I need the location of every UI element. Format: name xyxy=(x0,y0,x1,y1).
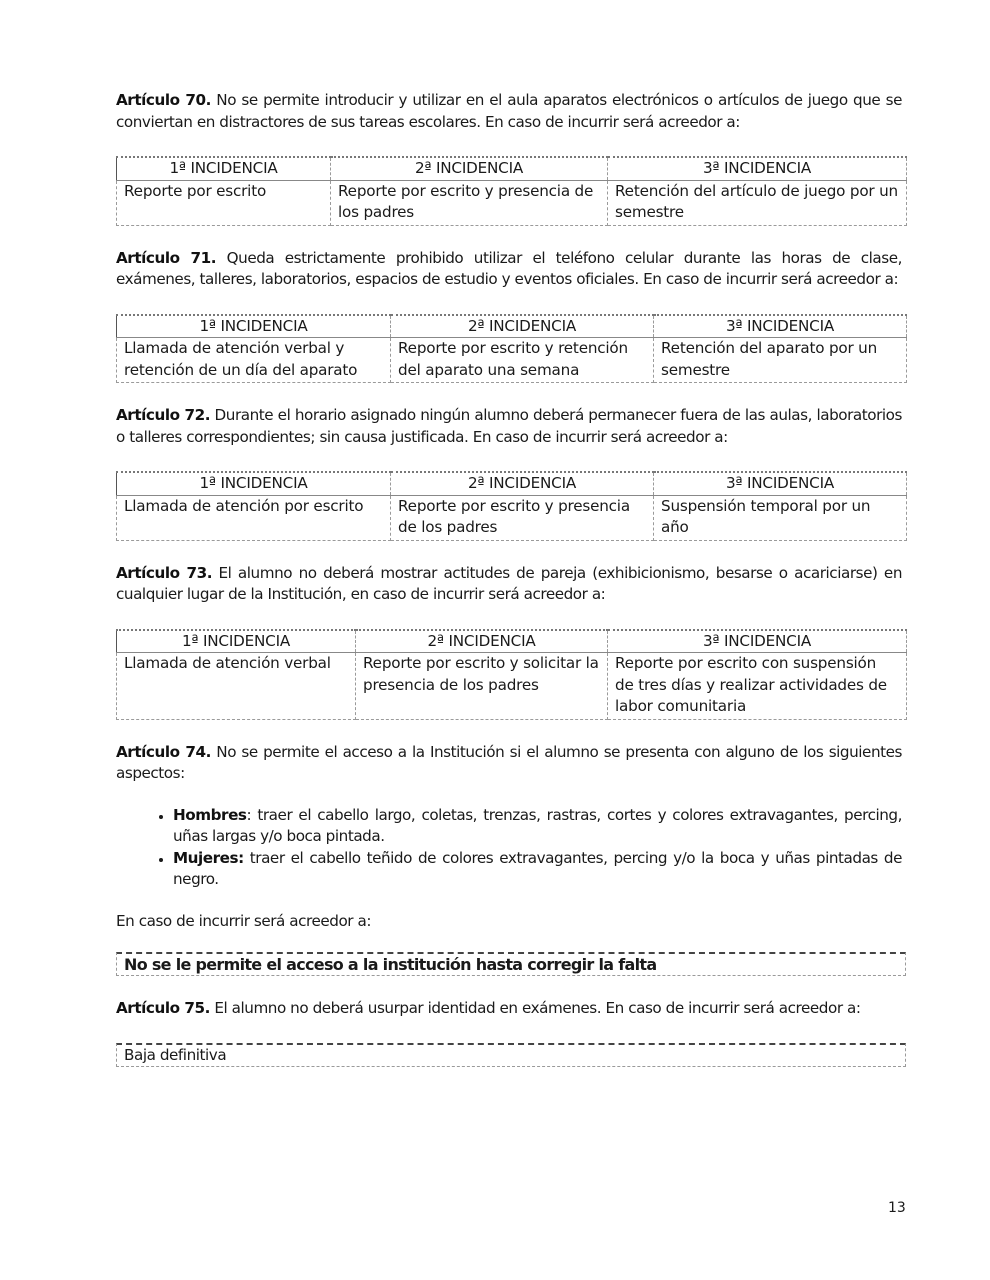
article-71 xyxy=(116,248,902,291)
article-74-aspects-list xyxy=(116,805,902,891)
article-74-sanction-box: No se le permite el acceso a la institución hasta corregir la falta xyxy=(116,952,906,976)
bullet-label: Hombres xyxy=(173,805,247,824)
article-74-title: Artículo 74. xyxy=(116,742,211,761)
article-73-title: Artículo 73. xyxy=(116,563,213,582)
header-incidence-3: 3ª INCIDENCIA xyxy=(654,315,907,338)
sanction-incidence-2: Reporte por escrito y presencia de los padres xyxy=(391,495,654,540)
article-72-sanctions-table xyxy=(116,471,907,541)
table-row xyxy=(117,338,907,383)
article-70-text: No se permite introducir y utilizar en el aula aparatos electrónicos o artículos de juego que se conviertan en distractores de sus tareas escolares. En caso de incurrir será acreedor a: xyxy=(116,91,902,131)
header-incidence-2: 2ª INCIDENCIA xyxy=(356,630,608,653)
article-72-title: Artículo 72. xyxy=(116,406,211,424)
article-75-title: Artículo 75. xyxy=(116,999,210,1017)
article-75-sanction-box: Baja definitiva xyxy=(116,1043,906,1067)
table-header-row xyxy=(117,472,907,495)
article-72 xyxy=(116,405,902,448)
article-73 xyxy=(116,563,902,606)
table-header-row xyxy=(117,157,907,180)
list-item-mujeres xyxy=(173,848,902,891)
table-row xyxy=(117,180,907,225)
header-incidence-1: 1ª INCIDENCIA xyxy=(117,472,391,495)
sanction-incidence-2: Reporte por escrito y retención del aparato una semana xyxy=(391,338,654,383)
header-incidence-2: 2ª INCIDENCIA xyxy=(391,315,654,338)
article-73-text: El alumno no deberá mostrar actitudes de pareja (exhibicionismo, besarse o acariciarse) en cualquier lugar de la Institución, en caso de incurrir será acreedor a: xyxy=(116,563,902,603)
sanction-incidence-1: Reporte por escrito xyxy=(117,180,331,225)
header-incidence-3: 3ª INCIDENCIA xyxy=(608,630,907,653)
article-71-text: Queda estrictamente prohibido utilizar el teléfono celular durante las horas de clase, exámenes, talleres, laboratorios, espacios de estudio y eventos oficiales. En caso de incurrir será acreedor a: xyxy=(116,248,902,288)
header-incidence-3: 3ª INCIDENCIA xyxy=(654,472,907,495)
sanction-incidence-3: Suspensión temporal por un año xyxy=(654,495,907,540)
table-header-row xyxy=(117,315,907,338)
header-incidence-2: 2ª INCIDENCIA xyxy=(391,472,654,495)
header-incidence-1: 1ª INCIDENCIA xyxy=(117,630,356,653)
sanction-incidence-2: Reporte por escrito y presencia de los padres xyxy=(331,180,608,225)
article-70 xyxy=(116,90,902,133)
table-row xyxy=(117,653,907,720)
table-header-row xyxy=(117,630,907,653)
article-70-title: Artículo 70. xyxy=(116,91,211,109)
table-row xyxy=(117,495,907,540)
article-75-text: El alumno no deberá usurpar identidad en exámenes. En caso de incurrir será acreedor a: xyxy=(209,999,861,1017)
page-number: 13 xyxy=(888,1200,906,1216)
bullet-text: traer el cabello teñido de colores extravagantes, percing y/o la boca y uñas pintadas de negro. xyxy=(173,848,902,888)
bullet-label: Mujeres: xyxy=(173,848,244,867)
article-73-sanctions-table xyxy=(116,629,907,720)
sanction-incidence-3: Retención del artículo de juego por un semestre xyxy=(608,180,907,225)
article-74-consequence-intro: En caso de incurrir será acreedor a: xyxy=(116,911,372,930)
sanction-incidence-1: Llamada de atención verbal xyxy=(117,653,356,720)
sanction-incidence-2: Reporte por escrito y solicitar la presencia de los padres xyxy=(356,653,608,720)
article-74 xyxy=(116,742,902,785)
list-item-hombres xyxy=(173,805,902,848)
bullet-text: : traer el cabello largo, coletas, trenzas, rastras, cortes y colores extravagantes, percing, uñas largas y/o boca pintada. xyxy=(173,805,902,845)
article-74-text: No se permite el acceso a la Institución si el alumno se presenta con alguno de los siguientes aspectos: xyxy=(116,742,902,782)
header-incidence-2: 2ª INCIDENCIA xyxy=(331,157,608,180)
header-incidence-1: 1ª INCIDENCIA xyxy=(117,157,331,180)
header-incidence-3: 3ª INCIDENCIA xyxy=(608,157,907,180)
article-71-title: Artículo 71. xyxy=(116,248,217,267)
sanction-incidence-3: Retención del aparato por un semestre xyxy=(654,338,907,383)
article-70-sanctions-table xyxy=(116,156,907,226)
sanction-incidence-3: Reporte por escrito con suspensión de tres días y realizar actividades de labor comunitaria xyxy=(608,653,907,720)
article-71-sanctions-table xyxy=(116,314,907,384)
document-page xyxy=(116,90,902,1089)
header-incidence-1: 1ª INCIDENCIA xyxy=(117,315,391,338)
article-75 xyxy=(116,998,902,1020)
sanction-incidence-1: Llamada de atención verbal y retención de un día del aparato xyxy=(117,338,391,383)
sanction-incidence-1: Llamada de atención por escrito xyxy=(117,495,391,540)
article-72-text: Durante el horario asignado ningún alumno deberá permanecer fuera de las aulas, laboratorios o talleres correspondientes; sin causa justificada. En caso de incurrir será acreedor a: xyxy=(116,406,902,446)
